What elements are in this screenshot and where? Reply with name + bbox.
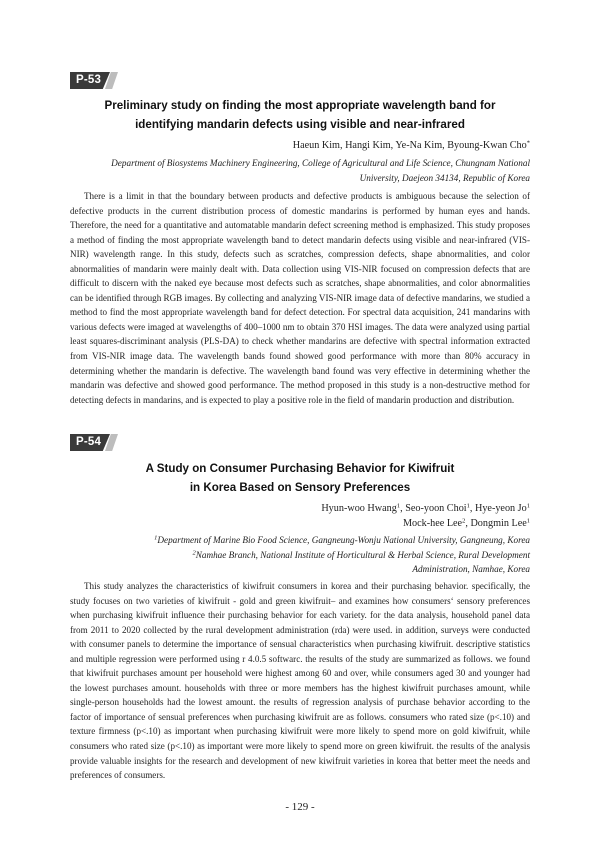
affil-mark: 2 xyxy=(192,549,196,556)
authors-p54 xyxy=(70,501,530,531)
title-line: A Study on Consumer Purchasing Behavior for Kiwifruit xyxy=(145,462,455,475)
paper-tag-p53: P-53 xyxy=(70,72,118,89)
affiliation-p54 xyxy=(60,533,530,577)
affiliation-line: Department of Biosystems Machinery Engineering, College of Agricultural and Life Science, Chungnam National xyxy=(111,158,530,168)
author-name: Mock-hee Lee xyxy=(402,518,463,529)
author-affil-mark: 2 xyxy=(462,517,466,525)
author-sep: , xyxy=(400,503,406,514)
paper-title-p53 xyxy=(70,96,530,134)
author-list: Haeun Kim, Hangi Kim, Ye-Na Kim, Byoung-Kwan Cho xyxy=(292,140,527,151)
title-line: identifying mandarin defects using visible and near-infrared xyxy=(135,118,465,131)
affiliation-line: University, Daejeon 34134, Republic of Korea xyxy=(359,172,530,183)
author-affil-mark: 1 xyxy=(466,502,470,510)
corresponding-mark: * xyxy=(526,139,530,147)
paper-title-p54 xyxy=(70,459,530,497)
affiliation-line: Department of Marine Bio Food Science, Gangneung-Wonju National University, Gangneung, Korea xyxy=(157,535,530,545)
author-name: Hye-yeon Jo xyxy=(474,503,527,514)
affil-mark: 1 xyxy=(154,534,158,542)
author-affil-mark: 1 xyxy=(396,502,401,510)
paper-tag-p54: P-54 xyxy=(70,434,118,451)
affiliation-line: Administration, Namhae, Korea xyxy=(412,564,530,574)
title-line: Preliminary study on finding the most appropriate wavelength band for xyxy=(104,99,496,112)
page-number: - 129 - xyxy=(285,801,315,813)
author-name: Dongmin Lee xyxy=(470,518,527,529)
author-sep: , xyxy=(469,503,475,514)
abstract-p53: There is a limit in that the boundary between products and defective products is ambiguous because the selection of defective products in the current distribution process of domestic mandarins is performed by human eyes and hands. Therefore, the need for a quantitative and automatable mandarin defect screening method is emphasized. This study proposes a method of finding the most appropriate wavelength band to detect mandarin defects using visible and near-infrared (VIS-NIR) wavelength range. In this study, defects such as scratches, compression defects, shape abnormalities, and color abnormalities of mandarin were mainly dealt with. Data collection using VIS-NIR focused on compression defects that are difficult to discern with the naked eye because most defects such as scratches, shape abnormalities, and color abnormalities can be identified through RGB images. By collecting and analyzing VIS-NIR image data of defective mandarins, we studied a method to find the most appropriate wavelength band for defect detection. For spectral data acquisition, 241 mandarins with various defects were imaged at wavelengths of 400–1000 nm to obtain 370 HSI images. The data were analyzed using partial least squares-discriminant analysis (PLS-DA) to check whether mandarins are defective with spectral information extracted from VIS-NIR image data. The wavelength bands found showed good performance with more than 80% accuracy in determining whether the mandarin is defective. The wavelength band found was very effective in determining whether the mandarin was defective and showed good performance. The method proposed in this study is a non-destructive method for detecting defects in mandarins, and is expected to play a positive role in the field of mandarin production and distribution. xyxy=(70,191,530,405)
title-line: in Korea Based on Sensory Preferences xyxy=(189,481,411,494)
affiliation-line: Namhae Branch, National Institute of Horticultural & Herbal Science, Rural Development xyxy=(195,549,530,560)
affiliation-p53 xyxy=(60,156,530,185)
authors-p53 xyxy=(70,138,530,153)
author-affil-mark: 1 xyxy=(526,517,530,525)
author-affil-mark: 1 xyxy=(526,502,530,510)
author-name: Seo-yoon Choi xyxy=(405,503,467,514)
abstract-p54: This study analyzes the characteristics of kiwifruit consumers in korea and their purchasing behavior. specifically, the study focuses on two varieties of kiwifruit - gold and green kiwifruit– and examines how consumers‘ sensory preferences when purchasing kiwifruit influence their purchasing behavior for each variety. for the data analysis, household panel data from 2011 to 2020 collected by the rural development administration (rda) were used. in addition, surveys were conducted with consumer panels to determine the importance of sensual characteristics when purchasing kiwifruit. descriptive statistics and multiple regression were performed using r 4.0.5 softwarc. the results of the study are summarized as follows. we found that kiwifruit purchases amount per household were highest among 60 and over, while consumers aged 30 and younger had the lowest purchases amount. households with three or more members has the highest kiwifruit purchases amount, while single-person households had the lowest amount. the results of regression analysis of purchase behavior according to the factor of importance of sensual preferences when purchasing kiwifruit are as follows. consumers who rated size (p<.10) and texture firmness (p<.10) as important when purchasing kiwifruit were more likely to spend more on gold kiwifruit, while consumers who rated size (p<.10) as important were more likely to spend more on green kiwifruit. the results of the analysis provide valuable insights for the research and development of new kiwifruit varieties in korea that better meet the needs and preferences of consumers. xyxy=(70,581,530,781)
author-name: Hyun-woo Hwang xyxy=(321,503,397,514)
author-sep: , xyxy=(465,518,471,529)
